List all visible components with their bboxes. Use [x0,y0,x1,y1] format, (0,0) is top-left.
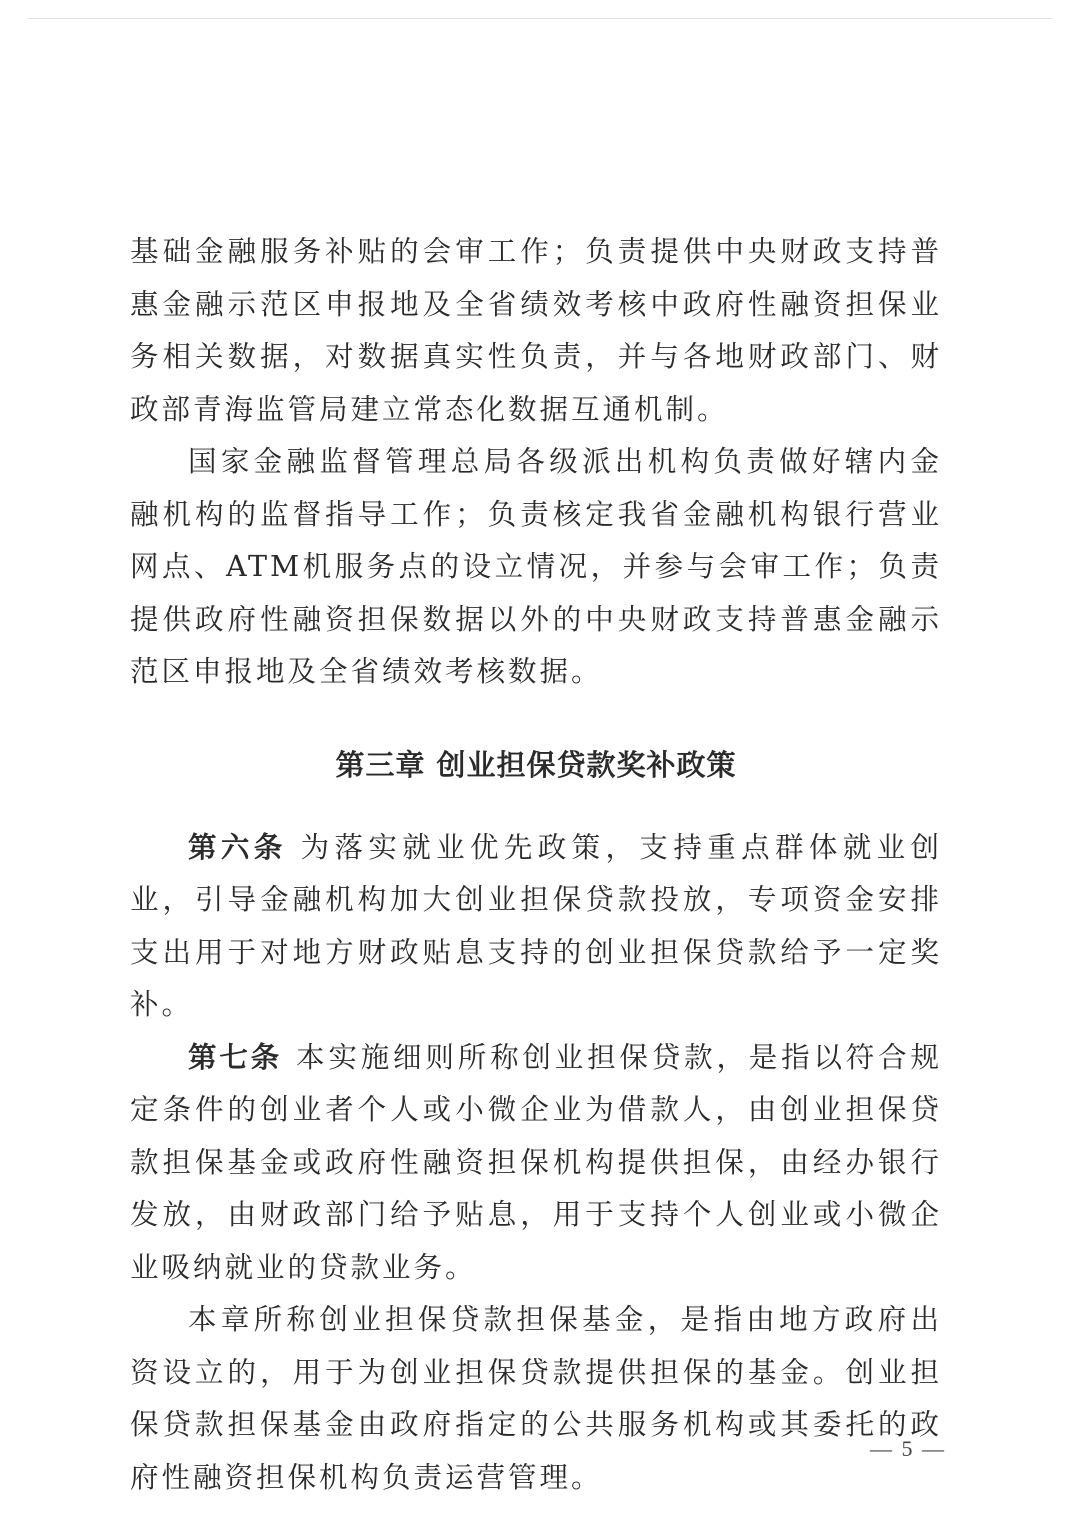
article-7 [130,1032,942,1295]
article-6-number: 第六条 [188,830,287,864]
document-body [130,226,942,1504]
chapter-title: 第三章 创业担保贷款奖补政策 [335,747,737,782]
article-6-text: 为落实就业优先政策，支持重点群体就业创业，引导金融机构加大创业担保贷款投放，专项资金安排支出用于对地方财政贴息支持的创业担保贷款给予一定奖补。 [130,830,942,1021]
page-number: — 5 — [870,1436,946,1461]
paragraph-continued: 基础金融服务补贴的会审工作；负责提供中央财政支持普惠金融示范区申报地及全省绩效考核中政府性融资担保业务相关数据，对数据真实性负责，并与各地财政部门、财政部青海监管局建立常态化数据互通机制。 [130,235,942,426]
page-top-rule [28,18,1052,19]
paragraph-regulator-duties: 国家金融监督管理总局各级派出机构负责做好辖内金融机构的监督指导工作；负责核定我省金融机构银行营业网点、ATM机服务点的设立情况，并参与会审工作；负责提供政府性融资担保数据以外的中央财政支持普惠金融示范区申报地及全省绩效考核数据。 [130,445,942,688]
article-7-number: 第七条 [188,1040,283,1074]
article-7-text: 本实施细则所称创业担保贷款，是指以符合规定条件的创业者个人或小微企业为借款人，由创业担保贷款担保基金或政府性融资担保机构提供担保，由经办银行发放，由财政部门给予贴息，用于支持个人创业或小微企业吸纳就业的贷款业务。 [130,1040,942,1284]
paragraph-guarantee-fund: 本章所称创业担保贷款担保基金，是指由地方政府出资设立的，用于为创业担保贷款提供担保的基金。创业担保贷款担保基金由政府指定的公共服务机构或其委托的政府性融资担保机构负责运营管理。 [130,1303,942,1494]
article-6 [130,822,942,1032]
